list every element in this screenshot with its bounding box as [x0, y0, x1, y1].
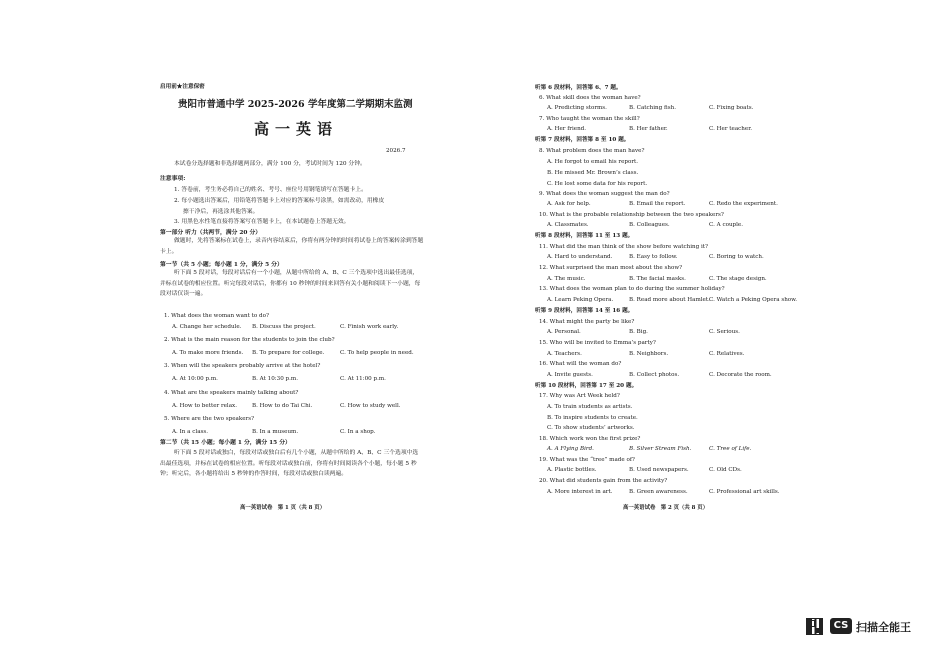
question-stem: 6. What skill does the woman have? [539, 95, 641, 101]
option-c: C. Tree of Life. [709, 446, 752, 452]
option-b: B. Green awareness. [629, 489, 688, 495]
option-a: A. The music. [547, 276, 586, 282]
option-a: A. Hard to understand. [547, 254, 613, 260]
option-b: B. The facial masks. [629, 276, 686, 282]
camscanner-label: 扫描全能王 [856, 621, 911, 634]
group-heading: 听第 9 段材料，回答第 14 至 16 题。 [535, 308, 634, 314]
option-c: C. He lost some data for his report. [547, 181, 648, 187]
exam-page-1 [150, 0, 432, 672]
option-c: C. At 11:00 p.m. [340, 376, 386, 382]
group-heading: 听第 6 段材料，回答第 6、7 题。 [535, 85, 622, 91]
option-b: B. At 10:30 p.m. [252, 376, 298, 382]
answer-options [547, 201, 787, 208]
option-a: A. He forgot to email his report. [547, 159, 639, 165]
question-stem: 7. Who taught the woman the skill? [539, 116, 640, 122]
section1-intro: 听下面 5 段对话，每段对话后有一个小题，从题中所给的 A、B、C 三个选项中选出最佳选项，并标在试卷的相应位置。听完每段对话后，你都有 10 秒钟的时间来回答有关小题和阅读下一小题，每段对话仅读一遍。 [160, 270, 421, 298]
question-stem: 4. What are the speakers mainly talking about? [164, 390, 299, 396]
option-b: B. Read more about Hamlet. [629, 297, 710, 303]
question-stem: 3. When will the speakers probably arrive at the hotel? [164, 363, 321, 369]
confidential-label: 启用前★注意保密 [160, 84, 205, 90]
option-b: B. To inspire students to create. [547, 415, 638, 421]
option-a: A. Plastic bottles. [547, 467, 597, 473]
group-heading: 听第 7 段材料，回答第 8 至 10 题。 [535, 137, 630, 143]
answer-options [547, 372, 787, 379]
answer-options [547, 467, 787, 474]
option-a: A. How to better relax. [172, 403, 237, 409]
note-line: 擦干净后，再选涂其他答案。 [183, 209, 259, 215]
option-a: A. Her friend. [547, 126, 587, 132]
question-stem: 1. What does the woman want to do? [164, 313, 269, 319]
answer-options [547, 351, 787, 358]
answer-options [547, 276, 787, 283]
answer-options [547, 105, 787, 112]
option-c: C. Professional art skills. [709, 489, 780, 495]
question-stem: 16. What will the woman do? [539, 361, 622, 367]
question-stem: 12. What surprised the man most about the show? [539, 265, 683, 271]
option-a: A. A Flying Bird. [547, 446, 594, 452]
question-stem: 13. What does the woman plan to do during the summer holiday? [539, 286, 725, 292]
option-b: B. He missed Mr. Brown’s class. [547, 170, 639, 176]
option-c: C. The stage design. [709, 276, 767, 282]
option-a: A. Change her schedule. [172, 324, 242, 330]
answer-options [547, 297, 798, 304]
option-a: A. Learn Peking Opera. [547, 297, 614, 303]
option-a: A. In a class. [172, 429, 209, 435]
part1-intro: 做题时，先将答案标在试卷上，录音内容结束后，你将有两分钟的时间将试卷上的答案转涂到答题卡上。 [160, 238, 424, 255]
option-c: C. Boring to watch. [709, 254, 764, 260]
question-stem: 9. What does the woman suggest the man do? [539, 191, 670, 197]
exam-title: 贵阳市普通中学 2025-2026 学年度第二学期期末监测 [178, 99, 413, 110]
notes-heading: 注意事项: [160, 176, 186, 182]
option-b: B. Big. [629, 329, 648, 335]
option-b: B. Collect photos. [629, 372, 680, 378]
question-stem: 14. What might the party be like? [539, 319, 635, 325]
question-stem: 19. What was the “tree” made of? [539, 457, 635, 463]
note-line: 2. 每小题选出答案后，用铅笔将答题卡上对应的答案标号涂黑，如需改动，用橡皮 [174, 198, 385, 204]
option-b: B. Neighbors. [629, 351, 669, 357]
option-b: B. Colleagues. [629, 222, 670, 228]
question-stem: 8. What problem does the man have? [539, 148, 645, 154]
option-c: C. In a shop. [340, 429, 376, 435]
option-b: B. Silver Stream Fish. [629, 446, 692, 452]
page-footer: 高一英语试卷 第 1 页（共 8 页） [240, 505, 326, 511]
group-heading: 听第 10 段材料，回答第 17 至 20 题。 [535, 383, 638, 389]
answer-options [172, 403, 422, 410]
question-stem: 5. Where are the two speakers? [164, 416, 255, 422]
subject-title: 高一英语 [254, 120, 339, 138]
option-a: A. Ask for help. [547, 201, 591, 207]
option-b: B. Used newspapers. [629, 467, 689, 473]
exam-page-2 [535, 0, 798, 672]
option-b: B. Email the report. [629, 201, 686, 207]
answer-options [172, 376, 422, 383]
option-b: B. Discuss the project. [252, 324, 316, 330]
question-stem: 17. Why was Art Week held? [539, 393, 620, 399]
question-stem: 2. What is the main reason for the students to join the club? [164, 337, 335, 343]
option-b: B. In a museum. [252, 429, 299, 435]
group-heading: 听第 8 段材料，回答第 11 至 13 题。 [535, 233, 634, 239]
option-c: C. Watch a Peking Opera show. [709, 297, 798, 303]
answer-options [547, 254, 787, 261]
answer-options [547, 126, 787, 133]
question-stem: 20. What did students gain from the activity? [539, 478, 668, 484]
option-c: C. Decorate the room. [709, 372, 772, 378]
option-b: B. How to do Tai Chi. [252, 403, 313, 409]
option-b: B. Catching fish. [629, 105, 676, 111]
scanner-watermark [806, 618, 936, 636]
option-c: C. Old CDs. [709, 467, 742, 473]
answer-options [547, 222, 787, 229]
note-line: 1. 答卷前，考生务必将自己的姓名、考号、座位号用钢笔填写在答题卡上。 [174, 187, 367, 193]
answer-options [547, 489, 787, 496]
option-c: C. To help people in need. [340, 350, 414, 356]
option-c: C. To show students’ artworks. [547, 425, 635, 431]
answer-options [547, 446, 787, 453]
option-c: C. Relatives. [709, 351, 745, 357]
option-c: C. How to study well. [340, 403, 401, 409]
question-stem: 15. Who will be invited to Emma’s party? [539, 340, 656, 346]
section2-intro: 听下面 5 段对话或独白，每段对话或独白后有几个小题，从题中所给的 A、B、C 三个选项中选出最佳选项，并标在试卷的相应位置。听每段对话或独白前，你将有时间阅读各个小题，每小题 5 秒钟；听完后，各小题将给出 5 秒钟的作答时间，每段对话或独白读两遍。 [160, 450, 419, 478]
option-a: A. Predicting storms. [547, 105, 607, 111]
answer-options [172, 429, 422, 436]
question-stem: 11. What did the man think of the show before watching it? [539, 244, 709, 250]
answer-options [172, 350, 422, 357]
note-line: 3. 用黑色水性笔直接将答案写在答题卡上，在本试题卷上答题无效。 [174, 219, 350, 225]
question-stem: 18. Which work won the first prize? [539, 436, 641, 442]
option-a: A. To make more friends. [172, 350, 244, 356]
option-a: A. Teachers. [547, 351, 582, 357]
page-footer: 高一英语试卷 第 2 页（共 8 页） [623, 505, 709, 511]
option-b: B. To prepare for college. [252, 350, 325, 356]
exam-date: 2026.7 [386, 148, 406, 154]
option-c: C. Fixing boats. [709, 105, 754, 111]
option-a: A. Classmates. [547, 222, 589, 228]
question-stem: 10. What is the probable relationship between the two speakers? [539, 212, 724, 218]
exam-intro: 本试卷分选择题和非选择题两部分，满分 100 分，考试时间为 120 分钟。 [174, 161, 366, 167]
answer-options [547, 329, 787, 336]
camscanner-logo-icon: CS [830, 618, 852, 634]
answer-options [172, 324, 422, 331]
option-c: C. Finish work early. [340, 324, 399, 330]
option-c: C. Serious. [709, 329, 740, 335]
option-b: B. Easy to follow. [629, 254, 678, 260]
option-a: A. More interest in art. [547, 489, 613, 495]
option-a: A. To train students as artists. [547, 404, 633, 410]
option-b: B. Her father. [629, 126, 668, 132]
option-a: A. At 10:00 p.m. [172, 376, 218, 382]
section1-heading: 第一节（共 5 小题；每小题 1 分，满分 5 分） [160, 262, 283, 268]
option-a: A. Personal. [547, 329, 581, 335]
option-a: A. Invite guests. [547, 372, 593, 378]
part1-heading: 第一部分 听力（共两节，满分 20 分） [160, 230, 262, 236]
option-c: C. Redo the experiment. [709, 201, 778, 207]
option-c: C. A couple. [709, 222, 744, 228]
option-c: C. Her teacher. [709, 126, 753, 132]
qr-code-icon [806, 618, 823, 635]
section2-heading: 第二节（共 15 小题；每小题 1 分，满分 15 分） [160, 440, 291, 446]
